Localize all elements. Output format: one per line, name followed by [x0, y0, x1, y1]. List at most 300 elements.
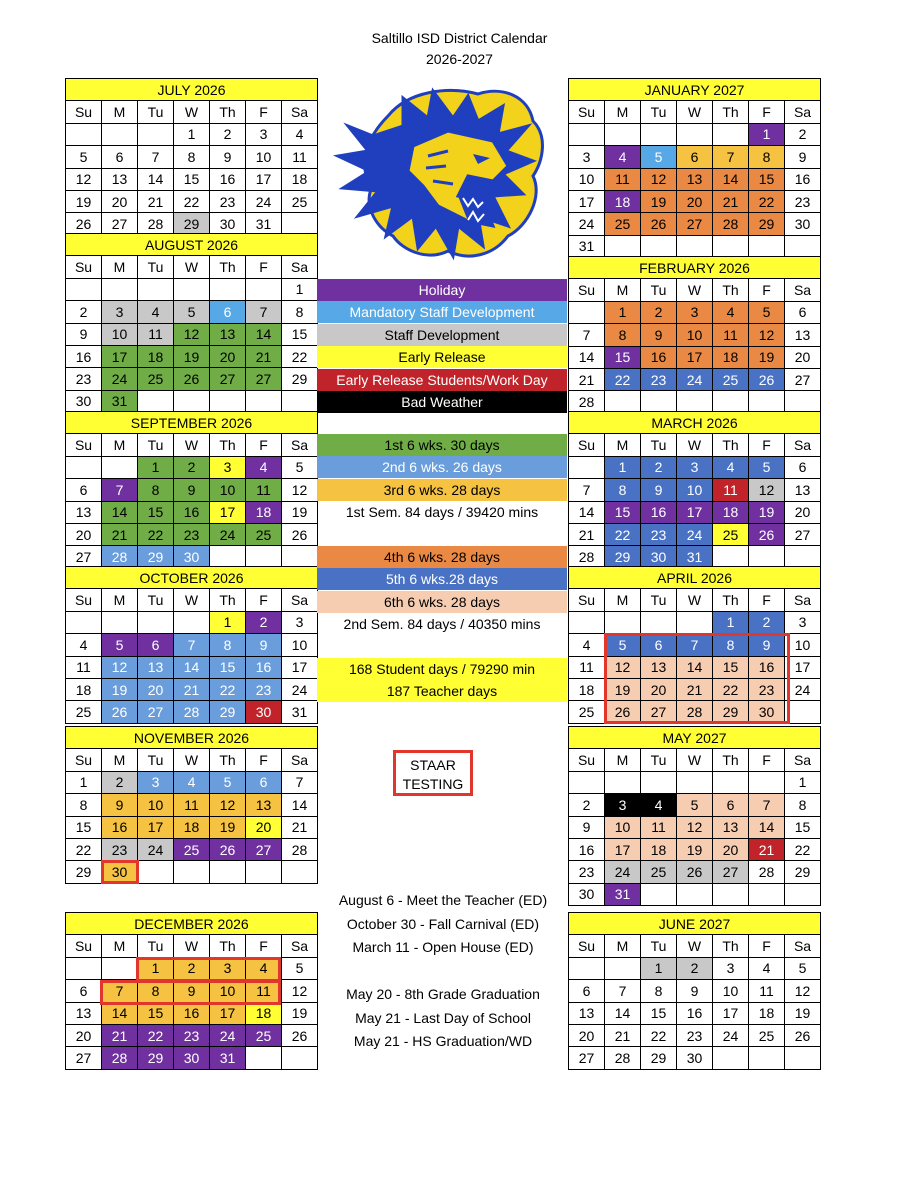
- weekday-header: W: [174, 589, 210, 611]
- month-title: SEPTEMBER 2026: [66, 412, 318, 434]
- day-cell-staffdev: 24: [605, 861, 641, 883]
- day-cell: 28: [749, 861, 785, 883]
- day-cell-staffdev: 10: [102, 323, 138, 345]
- weekday-header: Su: [66, 434, 102, 456]
- day-cell-q2: 6: [246, 771, 282, 793]
- week-row: [569, 301, 821, 323]
- empty-day-cell: [605, 771, 641, 793]
- day-cell-q2: 21: [174, 678, 210, 700]
- weekday-header: Su: [66, 589, 102, 611]
- day-cell: 6: [785, 456, 821, 478]
- week-row: [66, 368, 318, 390]
- empty-day-cell: [569, 611, 605, 633]
- empty-day-cell: [569, 301, 605, 323]
- week-row: [66, 523, 318, 545]
- day-cell: 18: [749, 1002, 785, 1024]
- weekday-header: Su: [569, 749, 605, 771]
- semester-summary: [317, 524, 567, 546]
- empty-day-cell: [66, 456, 102, 478]
- day-cell-q1: 9: [174, 479, 210, 501]
- day-cell-q5: 8: [605, 479, 641, 501]
- day-cell-q6: 12: [677, 816, 713, 838]
- day-cell-holiday: 25: [246, 1024, 282, 1046]
- day-cell-q5: 3: [677, 456, 713, 478]
- day-cell-q5: 2: [641, 456, 677, 478]
- day-cell: 24: [569, 213, 605, 235]
- day-cell: 12: [282, 479, 318, 501]
- month-jul: [65, 78, 318, 236]
- day-cell-q6: 30: [749, 701, 785, 723]
- month-title: MAY 2027: [569, 727, 821, 749]
- week-row: [66, 456, 318, 478]
- staar-label: STAAR: [410, 757, 456, 773]
- day-cell-q6: 19: [677, 838, 713, 860]
- day-cell-workday: 21: [749, 838, 785, 860]
- empty-day-cell: [713, 235, 749, 257]
- empty-day-cell: [210, 390, 246, 412]
- day-cell-q1: 10: [210, 479, 246, 501]
- day-cell-staffdev: 23: [102, 838, 138, 860]
- day-cell-q3: 16: [174, 1002, 210, 1024]
- weekday-header: W: [677, 589, 713, 611]
- day-cell-q6: 18: [641, 838, 677, 860]
- weekday-header: Tu: [138, 101, 174, 123]
- day-cell-q2: 27: [138, 701, 174, 723]
- week-row: [66, 390, 318, 412]
- empty-day-cell: [605, 611, 641, 633]
- day-cell: 28: [605, 1047, 641, 1069]
- day-cell: 6: [569, 980, 605, 1002]
- day-cell: 2: [210, 123, 246, 145]
- day-cell: 16: [210, 168, 246, 190]
- day-cell-q2: 28: [174, 701, 210, 723]
- month-may: [568, 726, 821, 906]
- day-cell: 10: [713, 980, 749, 1002]
- weekday-header: Th: [713, 935, 749, 957]
- empty-day-cell: [749, 546, 785, 568]
- empty-day-cell: [677, 611, 713, 633]
- day-cell: 19: [282, 501, 318, 523]
- day-cell-q5: 1: [605, 456, 641, 478]
- day-cell-q2: 29: [210, 701, 246, 723]
- day-cell: 9: [785, 146, 821, 168]
- empty-day-cell: [677, 123, 713, 145]
- day-cell: 28: [569, 546, 605, 568]
- day-cell-q2: 26: [102, 701, 138, 723]
- day-cell-q6: 13: [641, 656, 677, 678]
- day-cell-mandatory: 6: [210, 301, 246, 323]
- day-cell-q5: 23: [641, 523, 677, 545]
- day-cell-q4: 2: [641, 301, 677, 323]
- empty-day-cell: [713, 546, 749, 568]
- month-title: AUGUST 2026: [66, 234, 318, 256]
- day-cell-q6: 21: [677, 678, 713, 700]
- day-cell-q6: 28: [677, 701, 713, 723]
- day-cell-q3: 15: [138, 1002, 174, 1024]
- weekday-header: Su: [569, 589, 605, 611]
- period-q4: 4th 6 wks. 28 days: [317, 546, 567, 568]
- day-cell: 30: [569, 883, 605, 905]
- empty-day-cell: [641, 611, 677, 633]
- day-cell-q2: 23: [246, 678, 282, 700]
- week-row: [569, 1047, 821, 1069]
- weekday-header: M: [605, 749, 641, 771]
- day-cell-q1: 19: [174, 345, 210, 367]
- day-cell: 28: [282, 838, 318, 860]
- period-q5: 5th 6 wks.28 days: [317, 568, 567, 590]
- day-cell: 6: [66, 479, 102, 501]
- day-cell: 6: [785, 301, 821, 323]
- empty-day-cell: [138, 390, 174, 412]
- day-cell-q4: 13: [677, 168, 713, 190]
- month-title: DECEMBER 2026: [66, 913, 318, 935]
- day-cell: 22: [641, 1024, 677, 1046]
- period-early: 187 Teacher days: [317, 680, 567, 702]
- legend-workday: Early Release Students/Work Day: [317, 369, 567, 391]
- day-cell-q1: 27: [246, 368, 282, 390]
- day-cell-q1: 24: [102, 368, 138, 390]
- day-cell-q1: 31: [102, 390, 138, 412]
- day-cell-q2: 5: [210, 771, 246, 793]
- day-cell: 17: [246, 168, 282, 190]
- weekday-header: F: [749, 589, 785, 611]
- semester-summary: 1st Sem. 84 days / 39420 mins: [345, 504, 539, 521]
- day-cell-holiday: 18: [713, 501, 749, 523]
- day-cell-q1: 25: [246, 523, 282, 545]
- week-row: [66, 861, 318, 883]
- weekday-header: W: [677, 749, 713, 771]
- day-cell-q5: 7: [677, 634, 713, 656]
- day-cell: 23: [785, 190, 821, 212]
- empty-day-cell: [282, 1047, 318, 1069]
- weekday-header: Tu: [641, 279, 677, 301]
- day-cell-q6: 14: [749, 816, 785, 838]
- day-cell-q1: 25: [138, 368, 174, 390]
- day-cell: 22: [282, 345, 318, 367]
- day-cell-holiday: 18: [246, 501, 282, 523]
- day-cell: 21: [605, 1024, 641, 1046]
- empty-day-cell: [246, 390, 282, 412]
- week-row: [66, 1047, 318, 1069]
- day-cell-q1: 14: [246, 323, 282, 345]
- weekday-header: Su: [66, 256, 102, 278]
- empty-day-cell: [677, 771, 713, 793]
- day-cell: 3: [785, 611, 821, 633]
- month-title: MARCH 2026: [569, 412, 821, 434]
- day-cell-mandatory: 5: [641, 146, 677, 168]
- week-row: [569, 1024, 821, 1046]
- weekday-header: W: [174, 749, 210, 771]
- week-row: [569, 838, 821, 860]
- weekday-header: W: [677, 279, 713, 301]
- day-cell: 26: [282, 523, 318, 545]
- month-title: JULY 2026: [66, 79, 318, 101]
- day-cell: 21: [282, 816, 318, 838]
- day-cell: 25: [569, 701, 605, 723]
- empty-day-cell: [246, 861, 282, 883]
- legend-bad: Bad Weather: [317, 391, 567, 413]
- week-row: [569, 168, 821, 190]
- week-row: [569, 816, 821, 838]
- weekday-header: Th: [713, 434, 749, 456]
- staar-testing-outline: [604, 633, 790, 724]
- day-cell: 7: [605, 980, 641, 1002]
- weekday-header: Th: [713, 101, 749, 123]
- day-cell-q4: 4: [713, 301, 749, 323]
- empty-day-cell: [785, 883, 821, 905]
- day-cell-q4: 18: [713, 346, 749, 368]
- event-item: October 30 - Fall Carnival (ED): [346, 915, 540, 932]
- day-cell-q5: 29: [605, 546, 641, 568]
- day-cell: 16: [66, 345, 102, 367]
- day-cell-q1: 17: [102, 345, 138, 367]
- weekday-header: Su: [66, 749, 102, 771]
- day-cell-holiday: 26: [210, 838, 246, 860]
- week-row: [66, 301, 318, 323]
- week-row: [569, 213, 821, 235]
- day-cell-q6: 20: [641, 678, 677, 700]
- day-cell-q5: 5: [749, 456, 785, 478]
- empty-day-cell: [677, 391, 713, 413]
- day-cell-holiday: 31: [210, 1047, 246, 1069]
- day-cell: 20: [66, 523, 102, 545]
- day-cell: 23: [677, 1024, 713, 1046]
- weekday-header: Su: [66, 101, 102, 123]
- empty-day-cell: [641, 391, 677, 413]
- day-cell: 7: [138, 146, 174, 168]
- month-title: APRIL 2026: [569, 567, 821, 589]
- day-cell: 15: [785, 816, 821, 838]
- day-cell: 23: [66, 368, 102, 390]
- day-cell-q5: 6: [641, 634, 677, 656]
- day-cell: 7: [569, 324, 605, 346]
- period-q1: 1st 6 wks. 30 days: [317, 434, 567, 456]
- day-cell-q5: 4: [713, 456, 749, 478]
- day-cell: 2: [569, 794, 605, 816]
- day-cell: 16: [677, 1002, 713, 1024]
- day-cell-q3: 2: [174, 957, 210, 979]
- weekday-header: Th: [210, 101, 246, 123]
- week-row: [569, 368, 821, 390]
- day-cell: 3: [713, 957, 749, 979]
- day-cell-holiday: 17: [677, 501, 713, 523]
- day-cell: 9: [569, 816, 605, 838]
- weekday-header: M: [605, 935, 641, 957]
- week-row: [66, 678, 318, 700]
- day-cell-holiday: 5: [102, 634, 138, 656]
- day-cell-holiday: 19: [749, 501, 785, 523]
- weekday-header: M: [102, 434, 138, 456]
- legend-mandatory: Mandatory Staff Development: [317, 301, 567, 323]
- day-cell: 15: [641, 1002, 677, 1024]
- day-cell-q2: 30: [174, 546, 210, 568]
- weekday-header: F: [749, 935, 785, 957]
- school-year: 2026-2027: [426, 51, 493, 67]
- day-cell-holiday: 21: [102, 1024, 138, 1046]
- day-cell-q2: 13: [138, 656, 174, 678]
- day-cell: 20: [785, 346, 821, 368]
- day-cell-staffdev: 4: [138, 301, 174, 323]
- empty-day-cell: [282, 390, 318, 412]
- day-cell-q5: 8: [713, 634, 749, 656]
- empty-day-cell: [677, 883, 713, 905]
- day-cell: 5: [66, 146, 102, 168]
- week-row: [569, 523, 821, 545]
- empty-day-cell: [749, 883, 785, 905]
- period-q6: 6th 6 wks. 28 days: [317, 591, 567, 613]
- day-cell-holiday: 27: [246, 838, 282, 860]
- day-cell-q4: 19: [641, 190, 677, 212]
- day-cell: 20: [785, 501, 821, 523]
- day-cell-q6: 10: [605, 816, 641, 838]
- weekday-header: Sa: [785, 101, 821, 123]
- day-cell-q6: 16: [749, 656, 785, 678]
- day-cell: 1: [785, 771, 821, 793]
- day-cell: 24: [713, 1024, 749, 1046]
- weekday-header: M: [605, 279, 641, 301]
- week-row: [66, 501, 318, 523]
- day-cell-q2: 8: [210, 634, 246, 656]
- day-cell: 6: [102, 146, 138, 168]
- day-cell: 23: [569, 861, 605, 883]
- roaring-lion-mascot-icon: [318, 76, 566, 268]
- week-row: [569, 883, 821, 905]
- weekday-header: Su: [66, 935, 102, 957]
- day-cell-q4: 25: [605, 213, 641, 235]
- day-cell-staffdev: 26: [677, 861, 713, 883]
- week-row: [569, 235, 821, 257]
- day-cell-early: 17: [210, 501, 246, 523]
- day-cell: 10: [785, 634, 821, 656]
- weekday-header: Th: [713, 279, 749, 301]
- day-cell-q4: 29: [749, 213, 785, 235]
- day-cell-q3: 12: [210, 794, 246, 816]
- empty-day-cell: [785, 546, 821, 568]
- day-cell: 17: [785, 656, 821, 678]
- day-cell-q5: 24: [677, 523, 713, 545]
- day-cell: 21: [138, 190, 174, 212]
- day-cell-q1: 8: [138, 479, 174, 501]
- day-cell-q1: 18: [138, 345, 174, 367]
- day-cell: 29: [282, 368, 318, 390]
- weekday-header: Sa: [785, 749, 821, 771]
- period-q2: 2nd 6 wks. 26 days: [317, 456, 567, 478]
- day-cell-q6: 14: [677, 656, 713, 678]
- day-cell-q5: 24: [677, 368, 713, 390]
- month-nov: [65, 726, 318, 884]
- event-item: August 6 - Meet the Teacher (ED): [338, 892, 548, 908]
- day-cell: 13: [66, 501, 102, 523]
- day-cell: 30: [785, 213, 821, 235]
- empty-day-cell: [605, 123, 641, 145]
- day-cell: 27: [785, 523, 821, 545]
- day-cell-q4: 11: [713, 324, 749, 346]
- day-cell: 25: [749, 1024, 785, 1046]
- day-cell: 12: [785, 980, 821, 1002]
- day-cell: 16: [569, 838, 605, 860]
- day-cell-q1: 16: [174, 501, 210, 523]
- weekday-header: Sa: [282, 749, 318, 771]
- day-cell-q3: 9: [174, 980, 210, 1002]
- weekday-header: M: [605, 589, 641, 611]
- day-cell-q1: 21: [246, 345, 282, 367]
- day-cell: 22: [174, 190, 210, 212]
- event-item: May 21 - HS Graduation/WD: [353, 1033, 533, 1049]
- day-cell-q6: 6: [713, 794, 749, 816]
- day-cell: 8: [66, 794, 102, 816]
- weekday-header: M: [102, 589, 138, 611]
- weekday-header: F: [749, 749, 785, 771]
- event-item: May 21 - Last Day of School: [355, 1009, 531, 1026]
- weekday-header: Tu: [641, 589, 677, 611]
- day-cell-q6: 20: [713, 838, 749, 860]
- weekday-header: Th: [210, 589, 246, 611]
- day-cell-staffdev: 2: [102, 771, 138, 793]
- week-row: [569, 391, 821, 413]
- week-row: [66, 190, 318, 212]
- weekday-header: Tu: [641, 434, 677, 456]
- day-cell-holiday: 28: [102, 1047, 138, 1069]
- day-cell: 16: [785, 168, 821, 190]
- day-cell-q3: 11: [174, 794, 210, 816]
- day-cell-q1: 24: [210, 523, 246, 545]
- day-cell: 13: [785, 479, 821, 501]
- day-cell-early: 25: [713, 523, 749, 545]
- day-cell-staffdev: 5: [174, 301, 210, 323]
- day-cell-q1: 27: [210, 368, 246, 390]
- day-cell-q3: 17: [210, 1002, 246, 1024]
- month-aug: [65, 233, 318, 413]
- weekday-header: Sa: [282, 589, 318, 611]
- empty-day-cell: [282, 546, 318, 568]
- weekday-header: F: [246, 434, 282, 456]
- empty-day-cell: [246, 546, 282, 568]
- day-cell: 27: [785, 368, 821, 390]
- day-cell-q4: 11: [605, 168, 641, 190]
- week-row: [66, 838, 318, 860]
- empty-day-cell: [66, 123, 102, 145]
- day-cell: 15: [66, 816, 102, 838]
- legend-holiday: Holiday: [317, 279, 567, 301]
- day-cell-q6: 27: [641, 701, 677, 723]
- day-cell-q6: 17: [605, 838, 641, 860]
- day-cell-q5: 22: [605, 523, 641, 545]
- week-row: [66, 278, 318, 300]
- week-row: [66, 123, 318, 145]
- event-item: May 20 - 8th Grade Graduation: [346, 986, 540, 1002]
- empty-day-cell: [605, 391, 641, 413]
- day-cell-q1: 2: [174, 456, 210, 478]
- day-cell-holiday: 23: [174, 1024, 210, 1046]
- empty-day-cell: [102, 456, 138, 478]
- weekday-header: Th: [210, 749, 246, 771]
- day-cell-q3: 8: [138, 980, 174, 1002]
- staar-testing-outline: [100, 980, 281, 1005]
- week-row: [66, 479, 318, 501]
- day-cell-holiday: 1: [749, 123, 785, 145]
- day-cell: 1: [282, 278, 318, 300]
- empty-day-cell: [605, 235, 641, 257]
- day-cell-staar-testing: 30: [102, 861, 138, 883]
- day-cell-early: 18: [246, 1002, 282, 1024]
- day-cell-staffdev: 29: [174, 213, 210, 235]
- semester-summary: 2nd Sem. 84 days / 40350 mins: [343, 616, 541, 633]
- day-cell: 24: [282, 678, 318, 700]
- day-cell-q1: 12: [174, 323, 210, 345]
- week-row: [66, 1024, 318, 1046]
- day-cell-q3: 18: [174, 816, 210, 838]
- day-cell-staffdev: 2: [677, 957, 713, 979]
